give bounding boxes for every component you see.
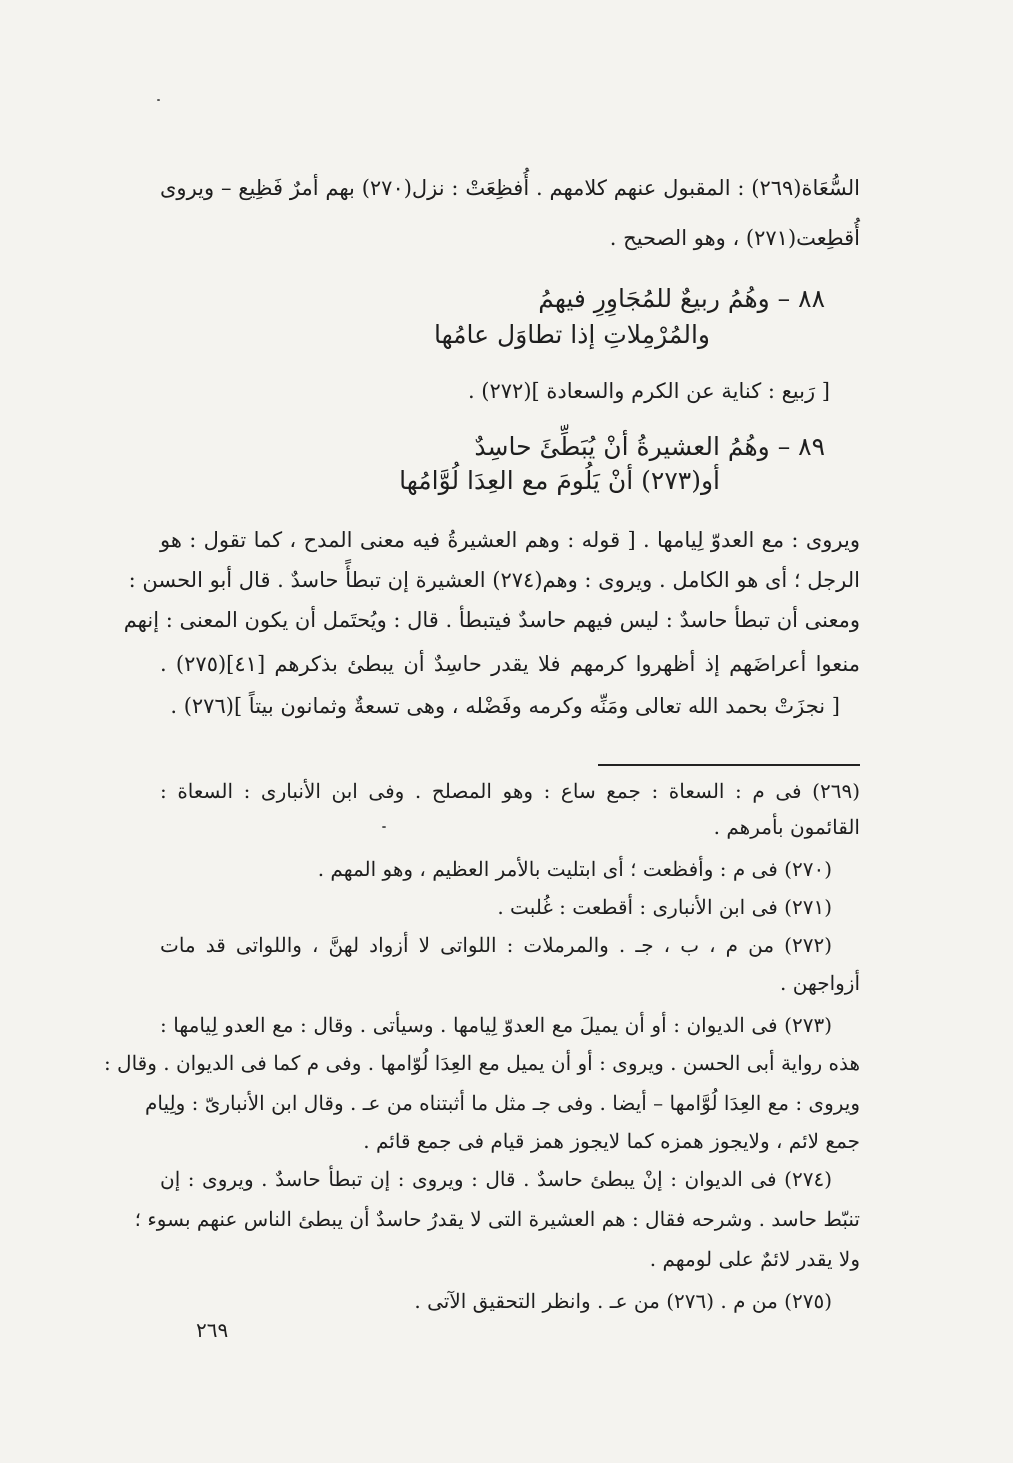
footnote-line: هذه رواية أبى الحسن . ويروى : أو أن يميل مع العِدَا لُوّامها . وفى م كما فى الديوان . وقال :: [103, 1051, 860, 1075]
explanation-line: ومعنى أن تبطأ حاسدٌ : ليس فيهم حاسدٌ فيتبطأ . قال : ويُحتَمل أن يكون المعنى : إنهم: [123, 608, 860, 632]
page-number: ٢٦٩: [196, 1318, 229, 1342]
footnote-line: تنبّط حاسد . وشرحه فقال : هم العشيرة التى لا يقدرُ حاسدٌ أن يبطئ الناس عنهم بسوء ؛: [134, 1207, 860, 1231]
footnote-line: (٢٦٩) فى م : السعاة : جمع ساع : وهو المصلح . وفى ابن الأنبارى : السعاة :: [160, 779, 860, 803]
commentary-line: أُقطِعت(٢٧١) ، وهو الصحيح .: [609, 226, 860, 250]
scan-speck: [157, 99, 160, 101]
verse-88-first-hemistich: ٨٨ – وهُمُ ربيعٌ للمُجَاوِرِ فيهمُ: [538, 284, 825, 313]
footnote-separator: [598, 764, 860, 766]
explanation-line: منعوا أعراضَهم إذ أظهروا كرمهم فلا يقدر حاسِدٌ أن يبطئ بذكرهم [٤١](٢٧٥) .: [160, 652, 860, 676]
verse-88-second-hemistich: والمُرْمِلاتِ إذا تطاوَل عامُها: [434, 320, 710, 349]
footnote-line: القائمون بأمرهم .: [713, 815, 860, 839]
footnote-line: جمع لائم ، ولايجوز همزه كما لايجوز همز قيام فى جمع قائم .: [363, 1129, 860, 1153]
explanation-line: [ نجزَتْ بحمد الله تعالى ومَنِّه وكرمه وفَضْله ، وهى تسعةٌ وثمانون بيتاً ](٢٧٦) .: [170, 694, 840, 718]
verse-89-first-hemistich: ٨٩ – وهُمُ العشيرةُ أنْ يُبَطِّئَ حاسِدٌ: [474, 432, 825, 461]
explanation-line: الرجل ؛ أى هو الكامل . ويروى : وهم(٢٧٤) العشيرة إن تبطأً حاسدٌ . قال أبو الحسن :: [128, 568, 860, 592]
footnote-line: أزواجهن .: [780, 971, 860, 995]
footnote-line: (٢٧١) فى ابن الأنبارى : أقطعت : غُلبت .: [497, 895, 832, 919]
footnote-line: (٢٧٠) فى م : وأفظعت ؛ أى ابتليت بالأمر العظيم ، وهو المهم .: [317, 857, 832, 881]
explanation-line: ويروى : مع العدوّ لِيامها . [ قوله : وهم العشيرةُ فيه معنى المدح ، كما تقول : هو: [160, 528, 860, 552]
scan-speck: [382, 826, 386, 828]
footnote-line: ولا يقدر لائمٌ على لومهم .: [649, 1247, 860, 1271]
footnote-line: (٢٧٥) من م . (٢٧٦) من عـ . وانظر التحقيق الآتى .: [414, 1289, 832, 1313]
footnote-line: (٢٧٣) فى الديوان : أو أن يميلَ مع العدوّ لِيامها . وسيأتى . وقال : مع العدو لِيامها :: [160, 1013, 832, 1037]
footnote-line: (٢٧٤) فى الديوان : إنْ يبطئ حاسدٌ . قال : ويروى : إن تبطأ حاسدٌ . ويروى : إن: [160, 1167, 832, 1191]
verse-89-second-hemistich: أو(٢٧٣) أنْ يَلُومَ مع العِدَا لُوَّامُها: [399, 466, 720, 495]
footnote-line: ويروى : مع العِدَا لُوَّامها – أيضا . وفى جـ مثل ما أثبتناه من عـ . وقال ابن الأنبارىّ : ولِيام: [145, 1091, 860, 1115]
footnote-line: (٢٧٢) من م ، ب ، جـ . والمرملات : اللواتى لا أزواد لهنَّ ، واللواتى قد مات: [160, 933, 833, 957]
note-272: [ رَبيع : كناية عن الكرم والسعادة ](٢٧٢) .: [467, 379, 830, 403]
commentary-line: السُّعَاة(٢٦٩) : المقبول عنهم كلامهم . أُفظِعَتْ : نزل(٢٧٠) بهم أمرٌ فَظِيع – ويروى: [160, 176, 860, 200]
